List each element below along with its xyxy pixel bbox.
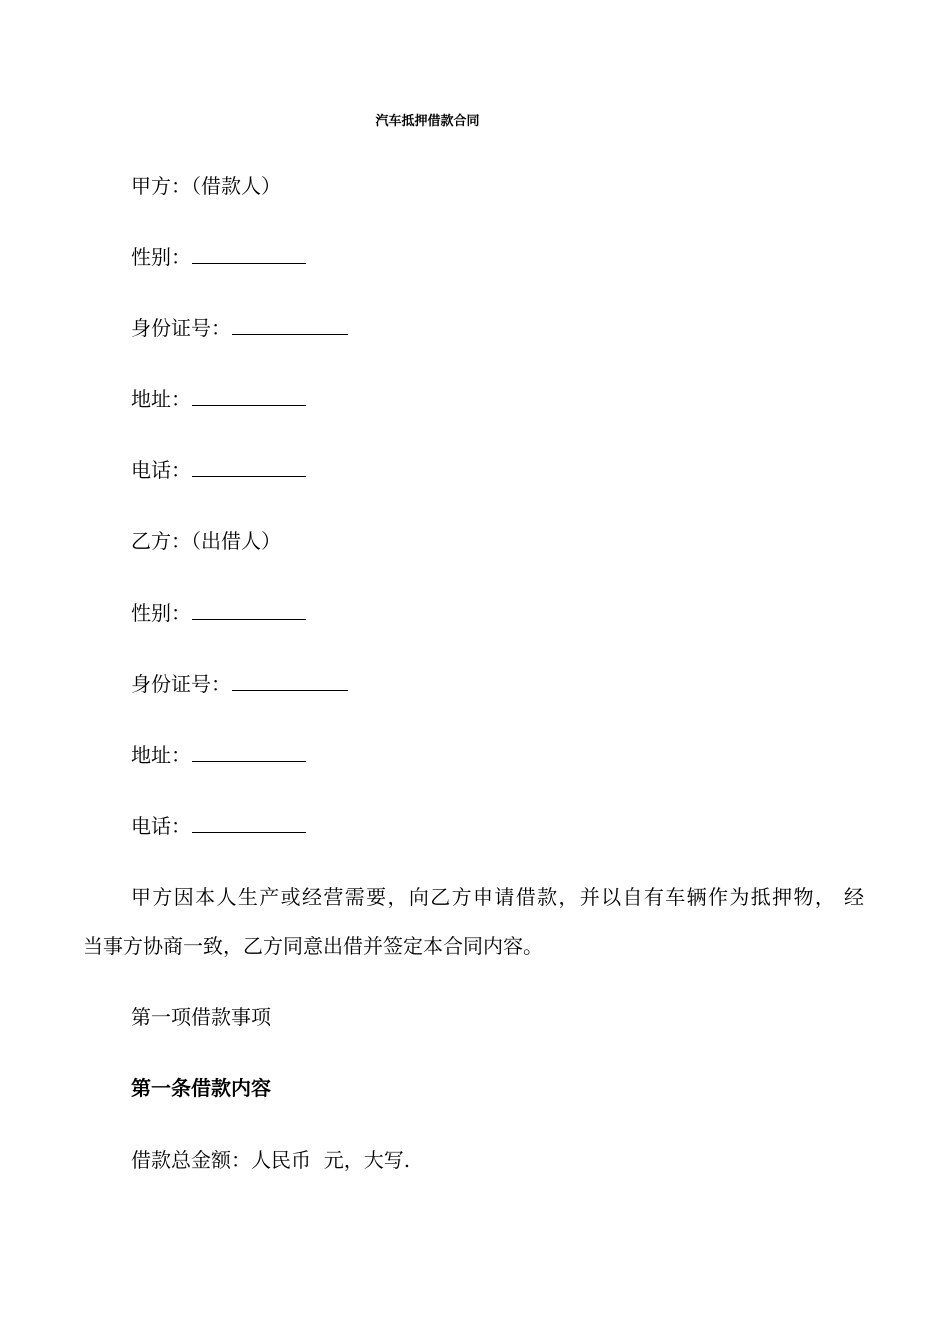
party-a-gender-label: 性别： (131, 245, 191, 269)
party-a-gender-blank[interactable] (192, 247, 306, 264)
section-title: 第一项借款事项 (131, 1005, 271, 1029)
party-a-id-label: 身份证号： (131, 316, 231, 340)
party-a-address-label: 地址： (131, 387, 191, 411)
party-b-id-label: 身份证号： (131, 672, 231, 696)
party-b-gender-row (131, 601, 306, 625)
article-title: 第一条借款内容 (131, 1076, 271, 1100)
party-a-address-row (131, 387, 306, 411)
party-b-gender-blank[interactable] (192, 603, 306, 620)
party-b-phone-blank[interactable] (192, 816, 306, 833)
party-b-id-row (131, 672, 348, 696)
party-b-address-blank[interactable] (192, 745, 306, 762)
party-a-id-row (131, 316, 348, 340)
party-a-id-blank[interactable] (232, 318, 348, 335)
party-b-heading: 乙方：（出借人） (131, 529, 281, 553)
party-b-phone-label: 电话： (131, 814, 191, 838)
party-a-address-blank[interactable] (192, 389, 306, 406)
party-b-address-row (131, 743, 306, 767)
loan-amount-line: 借款总金额：人民币 元，大写. (131, 1148, 411, 1172)
party-b-address-label: 地址： (131, 743, 191, 767)
party-a-phone-label: 电话： (131, 458, 191, 482)
document-title: 汽车抵押借款合同 (375, 114, 480, 129)
intro-paragraph-line-2: 当事方协商一致，乙方同意出借并签定本合同内容。 (83, 934, 543, 958)
party-a-heading: 甲方：（借款人） (131, 174, 281, 198)
party-b-id-blank[interactable] (232, 674, 348, 691)
party-b-gender-label: 性别： (131, 601, 191, 625)
party-b-phone-row (131, 814, 306, 838)
party-a-phone-row (131, 458, 306, 482)
party-a-gender-row (131, 245, 306, 269)
intro-paragraph-line-1: 甲方因本人生产或经营需要，向乙方申请借款，并以自有车辆作为抵押物， 经 (131, 885, 864, 909)
party-a-phone-blank[interactable] (192, 460, 306, 477)
